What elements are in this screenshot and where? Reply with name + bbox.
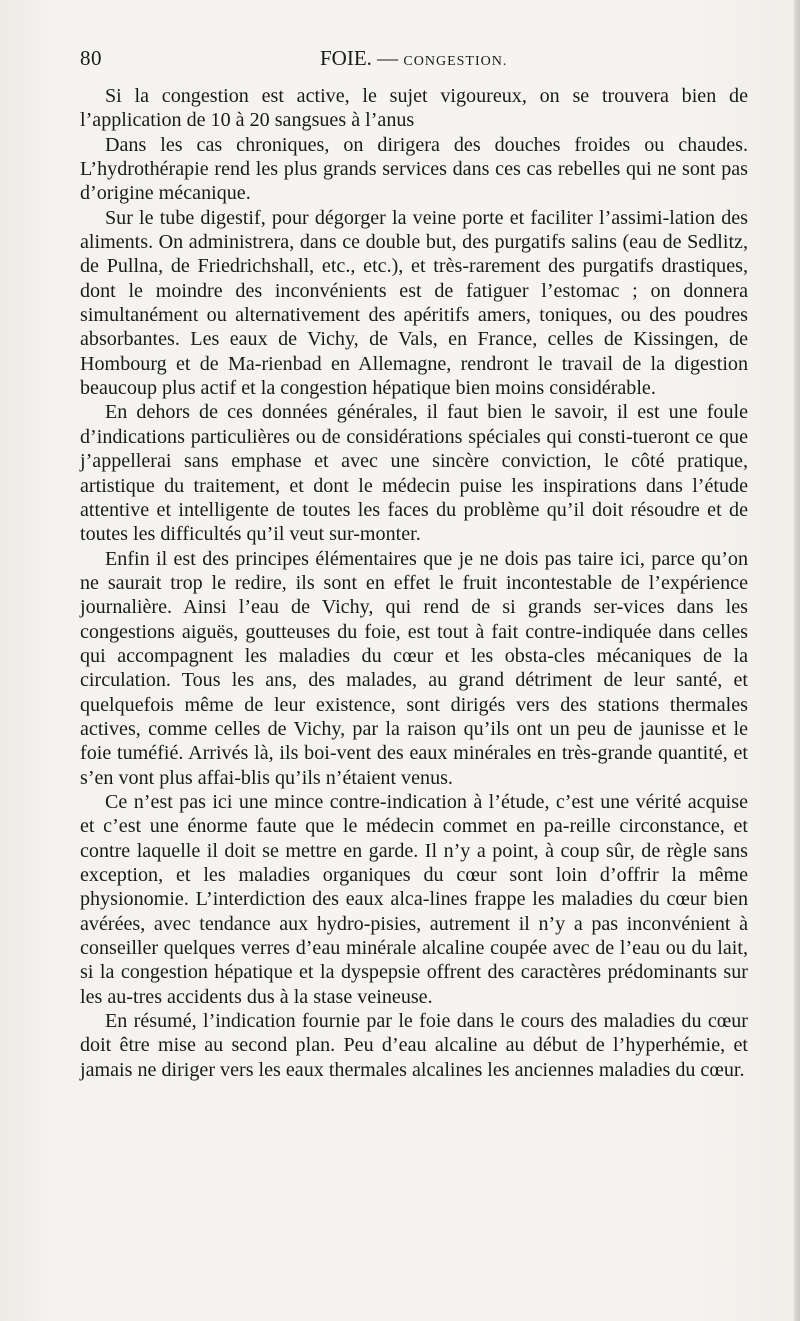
page-edge-shadow	[794, 0, 800, 1321]
paragraph-leeches: Si la congestion est active, le sujet vigoureux, on se trouvera bien de l’application de 10 à 20 sangsues à l’anus	[80, 85, 748, 132]
running-subtitle: CONGESTION.	[403, 54, 508, 69]
running-head	[320, 46, 507, 71]
page-header	[80, 46, 748, 76]
paragraph-digestive-tract: Sur le tube digestif, pour dégorger la veine porte et faciliter l’assimi-lation des aliments. On administrera, dans ce double but, des purgatifs salins (eau de Sedlitz, de Pullna, de Friedrichshall, etc., etc.), et très-rarement des purgatifs drastiques, dont le moindre des inconvénients est de fatiguer l’estomac ; on donnera simultanément ou alternativement des apéritifs amers, toniques, ou des poudres absorbantes. Les eaux de Vichy, de Vals, en France, celles de Kissingen, de Hombourg et de Ma-rienbad en Allemagne, rendront le travail de la digestion beaucoup plus actif et la congestion hépatique bien moins considérable.	[80, 206, 748, 400]
paragraph-contra-indication: Ce n’est pas ici une mince contre-indication à l’étude, c’est une vérité acquise et c’est une énorme faute que le médecin commet en pa-reille circonstance, et contre laquelle il doit se mettre en garde. Il n’y a point, à coup sûr, de règle sans exception, et les maladies organiques du cœur sont loin d’offrir la même physionomie. L’interdiction des eaux alca-lines frappe les maladies du cœur bien avérées, avec tendance aux hydro-pisies, autrement il n’y a pas inconvénient à conseiller quelques verres d’eau minérale alcaline coupée avec de l’eau ou du lait, si la congestion hépatique et la dyspepsie offrent des caractères prédominants sur les au-tres accidents dus à la stase veineuse.	[80, 790, 748, 1008]
page-number: 80	[80, 46, 102, 70]
paragraph-hydrotherapy: Dans les cas chroniques, on dirigera des douches froides ou chaudes. L’hydrothérapie rend les plus grands services dans ces cas rebelles qui ne sont pas d’origine mécanique.	[80, 133, 748, 205]
running-title: FOIE.	[320, 46, 372, 70]
running-head-separator: —	[377, 46, 399, 70]
paragraph-summary: En résumé, l’indication fournie par le foie dans le cours des maladies du cœur doit être mise au second plan. Peu d’eau alcaline au début de l’hyperhémie, et jamais ne diriger vers les eaux thermales alcalines les anciennes maladies du cœur.	[80, 1010, 748, 1081]
body-text	[80, 84, 748, 1082]
paragraph-general-data: En dehors de ces données générales, il faut bien le savoir, il est une foule d’indications particulières ou de considérations spéciales qui consti-tueront ce que j’appellerai sans emphase et avec une sincère conviction, le côté pratique, artistique du traitement, et dont le médecin puise les inspirations dans l’étude attentive et intelligente de toutes les faces du problème qu’il doit résoudre et de toutes les difficultés qu’il veut sur-monter.	[80, 401, 748, 546]
paragraph-elementary-principles: Enfin il est des principes élémentaires que je ne dois pas taire ici, parce qu’on ne saurait trop le redire, ils sont en effet le fruit incontestable de l’expérience journalière. Ainsi l’eau de Vichy, qui rend de si grands ser-vices dans les congestions aiguës, goutteuses du foie, est tout à fait contre-indiquée dans celles qui accompagnent les maladies du cœur et les obsta-cles mécaniques de la circulation. Tous les ans, des malades, au grand détriment de leur santé, et quelquefois même de leur existence, sont dirigés vers des stations thermales actives, comme celles de Vichy, par la raison qu’ils ont un peu de jaunisse et le foie tuméfié. Arrivés là, ils boi-vent des eaux minérales en très-grande quantité, et s’en vont plus affai-blis qu’ils n’étaient venus.	[80, 547, 748, 789]
